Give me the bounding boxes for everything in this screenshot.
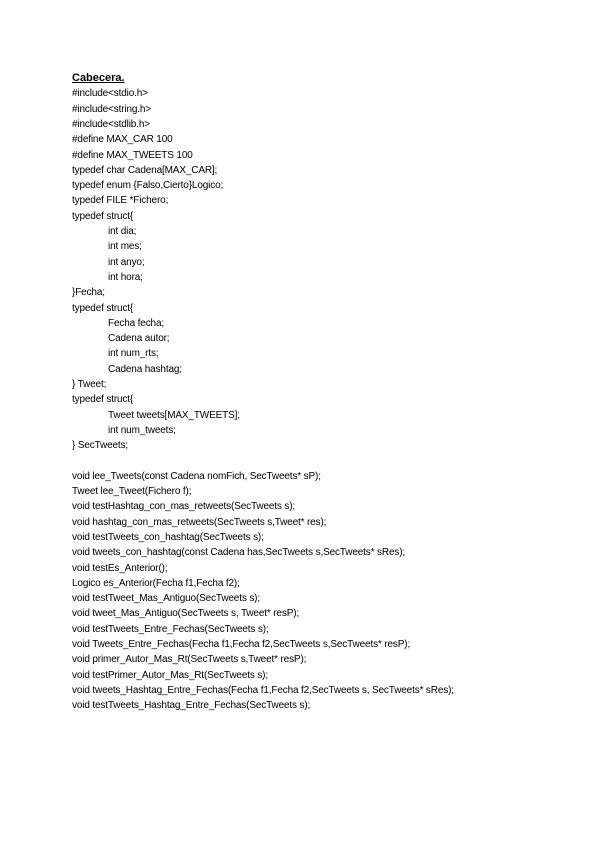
header-code-line: int mes; — [108, 241, 142, 253]
function-prototype-line: void Tweets_Entre_Fechas(Fecha f1,Fecha f2,SecTweets s,SecTweets* resP); — [72, 639, 411, 651]
header-code-line: int anyo; — [108, 256, 145, 268]
header-code-block — [72, 86, 552, 453]
header-code-line: typedef FILE *Fichero; — [72, 195, 169, 207]
function-prototype-line: void testTweets_Hashtag_Entre_Fechas(SecTweets s); — [72, 700, 311, 712]
blank-line — [72, 454, 552, 469]
function-prototype-line: void primer_Autor_Mas_Rt(SecTweets s,Tweet* resP); — [72, 654, 307, 666]
header-code-line: typedef struct{ — [72, 210, 134, 222]
header-code-line: int num_rts; — [108, 348, 159, 360]
header-code-line: #include<stdlib.h> — [72, 118, 150, 130]
header-code-line: int dia; — [108, 226, 137, 238]
header-code-line: #define MAX_TWEETS 100 — [72, 149, 193, 161]
header-code-line: typedef struct{ — [72, 394, 134, 406]
header-code-line: typedef struct{ — [72, 302, 134, 314]
header-code-line: }Fecha; — [72, 287, 105, 299]
header-code-line: Cadena hashtag; — [108, 363, 182, 375]
function-prototype-line: void testPrimer_Autor_Mas_Rt(SecTweets s); — [72, 669, 268, 681]
function-prototype-line: void tweets_con_hashtag(const Cadena has,SecTweets s,SecTweets* sRes); — [72, 547, 406, 559]
header-code-line: Fecha fecha; — [108, 317, 165, 329]
function-prototype-line: void testTweets_con_hashtag(SecTweets s); — [72, 532, 264, 543]
header-code-line: #include<string.h> — [72, 103, 152, 115]
function-prototype-line: void testTweet_Mas_Antiguo(SecTweets s); — [72, 593, 260, 605]
function-prototype-line: void testTweets_Entre_Fechas(SecTweets s); — [72, 623, 269, 635]
function-prototype-line: Tweet lee_Tweet(Fichero f); — [72, 486, 192, 498]
header-code-line: Cadena autor; — [108, 333, 170, 345]
function-prototype-line: Logico es_Anterior(Fecha f1,Fecha f2); — [72, 577, 240, 589]
header-code-line: #define MAX_CAR 100 — [72, 134, 173, 146]
header-code-line: typedef enum {Falso,Cierto}Logico; — [72, 180, 224, 192]
header-code-line: int hora; — [108, 271, 143, 283]
header-code-line: Tweet tweets[MAX_TWEETS]; — [108, 409, 240, 421]
section-heading: Cabecera. — [72, 72, 125, 84]
function-prototype-line: void tweet_Mas_Antiguo(SecTweets s, Tweet* resP); — [72, 608, 300, 620]
header-code-line: } Tweet; — [72, 379, 107, 391]
function-prototype-line: void lee_Tweets(const Cadena nomFich, SecTweets* sP); — [72, 470, 321, 482]
prototypes-code-block — [72, 469, 552, 714]
header-code-line: typedef char Cadena[MAX_CAR]; — [72, 164, 218, 176]
function-prototype-line: void hashtag_con_mas_retweets(SecTweets s,Tweet* res); — [72, 516, 327, 528]
header-code-line: #include<stdio.h> — [72, 88, 148, 100]
header-code-line: } SecTweets; — [72, 440, 129, 452]
function-prototype-line: void tweets_Hashtag_Entre_Fechas(Fecha f1,Fecha f2,SecTweets s, SecTweets* sRes); — [72, 684, 454, 696]
header-code-line: int num_tweets; — [108, 424, 176, 436]
document-content — [72, 71, 552, 714]
function-prototype-line: void testEs_Anterior(); — [72, 562, 168, 574]
function-prototype-line: void testHashtag_con_mas_retweets(SecTweets s); — [72, 501, 296, 513]
